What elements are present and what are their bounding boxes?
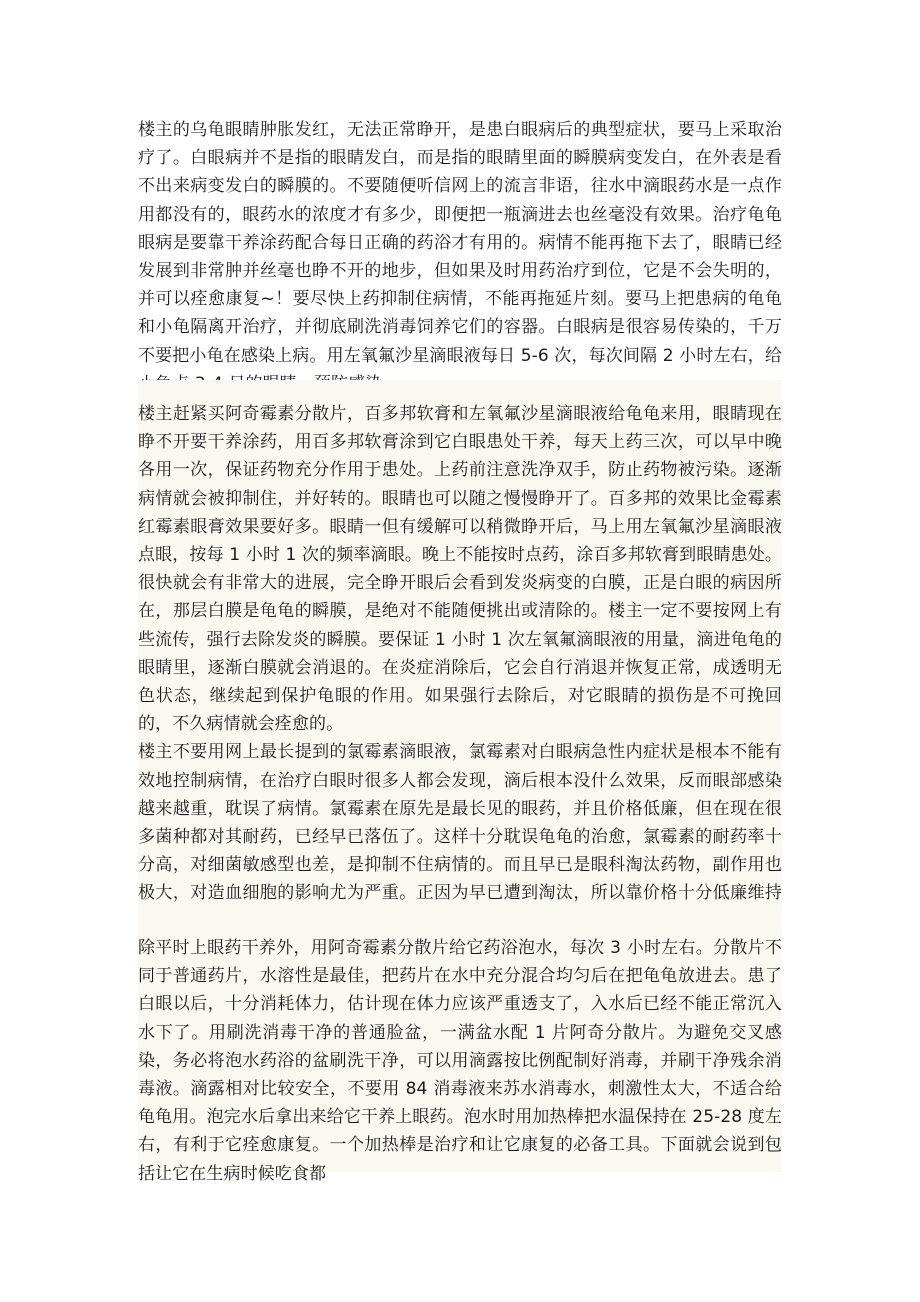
text-block-3 [138,910,782,1184]
text-block-2 [138,380,782,910]
paragraph-2: 楼主赶紧买阿奇霉素分散片，百多邦软膏和左氧氟沙星滴眼液给龟龟来用，眼睛现在睁不开要干养涂药，用百多邦软膏涂到它白眼患处干养，每天上药三次，可以早中晚各用一次，保证药物充分作用于患处。上药前注意洗净双手，防止药物被污染。逐渐病情就会被抑制住，并好转的。眼睛也可以随之慢慢睁开了。百多邦的效果比金霉素红霉素眼膏效果要好多。眼睛一但有缓解可以稍微睁开后，马上用左氧氟沙星滴眼液点眼，按每 1 小时 1 次的频率滴眼。晚上不能按时点药，涂百多邦软膏到眼睛患处。很快就会有非常大的进展，完全睁开眼后会看到发炎病变的白膜，正是白眼的病因所在，那层白膜是龟龟的瞬膜，是绝对不能随便挑出或清除的。楼主一定不要按网上有些流传，强行去除发炎的瞬膜。要保证 1 小时 1 次左氧氟滴眼液的用量，滴进龟龟的眼睛里，逐渐白膜就会消退的。在炎症消除后，它会自行消退并恢复正常，成透明无色状态，继续起到保护龟眼的作用。如果强行去除后，对它眼睛的损伤是不可挽回的，不久病情就会痊愈的。 [138,404,782,735]
paragraph-4: 除平时上眼药干养外，用阿奇霉素分散片给它药浴泡水，每次 3 小时左右。分散片不同于普通药片，水溶性是最佳，把药片在水中充分混合均匀后在把龟龟放进去。患了白眼以后，十分消耗体力，估计现在体力应该严重透支了，入水后已经不能正常沉入水下了。用刷洗消毒干净的普通脸盆，一满盆水配 1 片阿奇分散片。为避免交叉感染，务必将泡水药浴的盆刷洗干净，可以用滴露按比例配制好消毒，并刷干净残余消毒液。滴露相对比较安全，不要用 84 消毒液来苏水消毒水，刺激性太大，不适合给龟龟用。泡完水后拿出来给它干养上眼药。泡水时用加热棒把水温保持在 25-28 度左右，有利于它痊愈康复。一个加热棒是治疗和让它康复的必备工具。下面就会说到包括让它在生病时候吃食都 [138,938,782,1184]
paragraph-1: 楼主的乌龟眼睛肿胀发红，无法正常睁开，是患白眼病后的典型症状，要马上采取治疗了。白眼病并不是指的眼睛发白，而是指的眼睛里面的瞬膜病变发白，在外表是看不出来病变发白的瞬膜的。不要随便听信网上的流言非语，往水中滴眼药水是一点作用都没有的，眼药水的浓度才有多少，即便把一瓶滴进去也丝毫没有效果。治疗龟龟眼病是要靠干养涂药配合每日正确的药浴才有用的。病情不能再拖下去了，眼睛已经发展到非常肿并丝毫也睁不开的地步，但如果及时用药治疗到位，它是不会失明的，并可以痊愈康复~！要尽快上药抑制住病情，不能再拖延片刻。要马上把患病的龟龟和小龟隔离开治疗，并彻底刷洗消毒饲养它们的容器。白眼病是很容易传染的，千万不要把小龟在感染上病。用左氧氟沙星滴眼液每日 5-6 次，每次间隔 2 小时左右，给 [138,120,782,366]
paragraph-3: 楼主不要用网上最长提到的氯霉素滴眼液，氯霉素对白眼病急性内症状是根本不能有效地控制病情，在治疗白眼时很多人都会发现，滴后根本没什么效果，反而眼部感染越来越重，耽误了病情。氯霉素在原先是最长见的眼药，并且价格低廉，但在现在很多菌种都对其耐药，已经早已落伍了。这样十分耽误龟龟的治愈，氯霉素的耐药率十分高，对细菌敏感型也差，是抑制不住病情的。而且早已是眼科淘汰药物，副作用也极大，对造血细胞的影响尤为严重。正因为早已遭到淘汰，所以靠价格十分低廉维持 [138,742,782,904]
text-block-1 [138,116,782,380]
